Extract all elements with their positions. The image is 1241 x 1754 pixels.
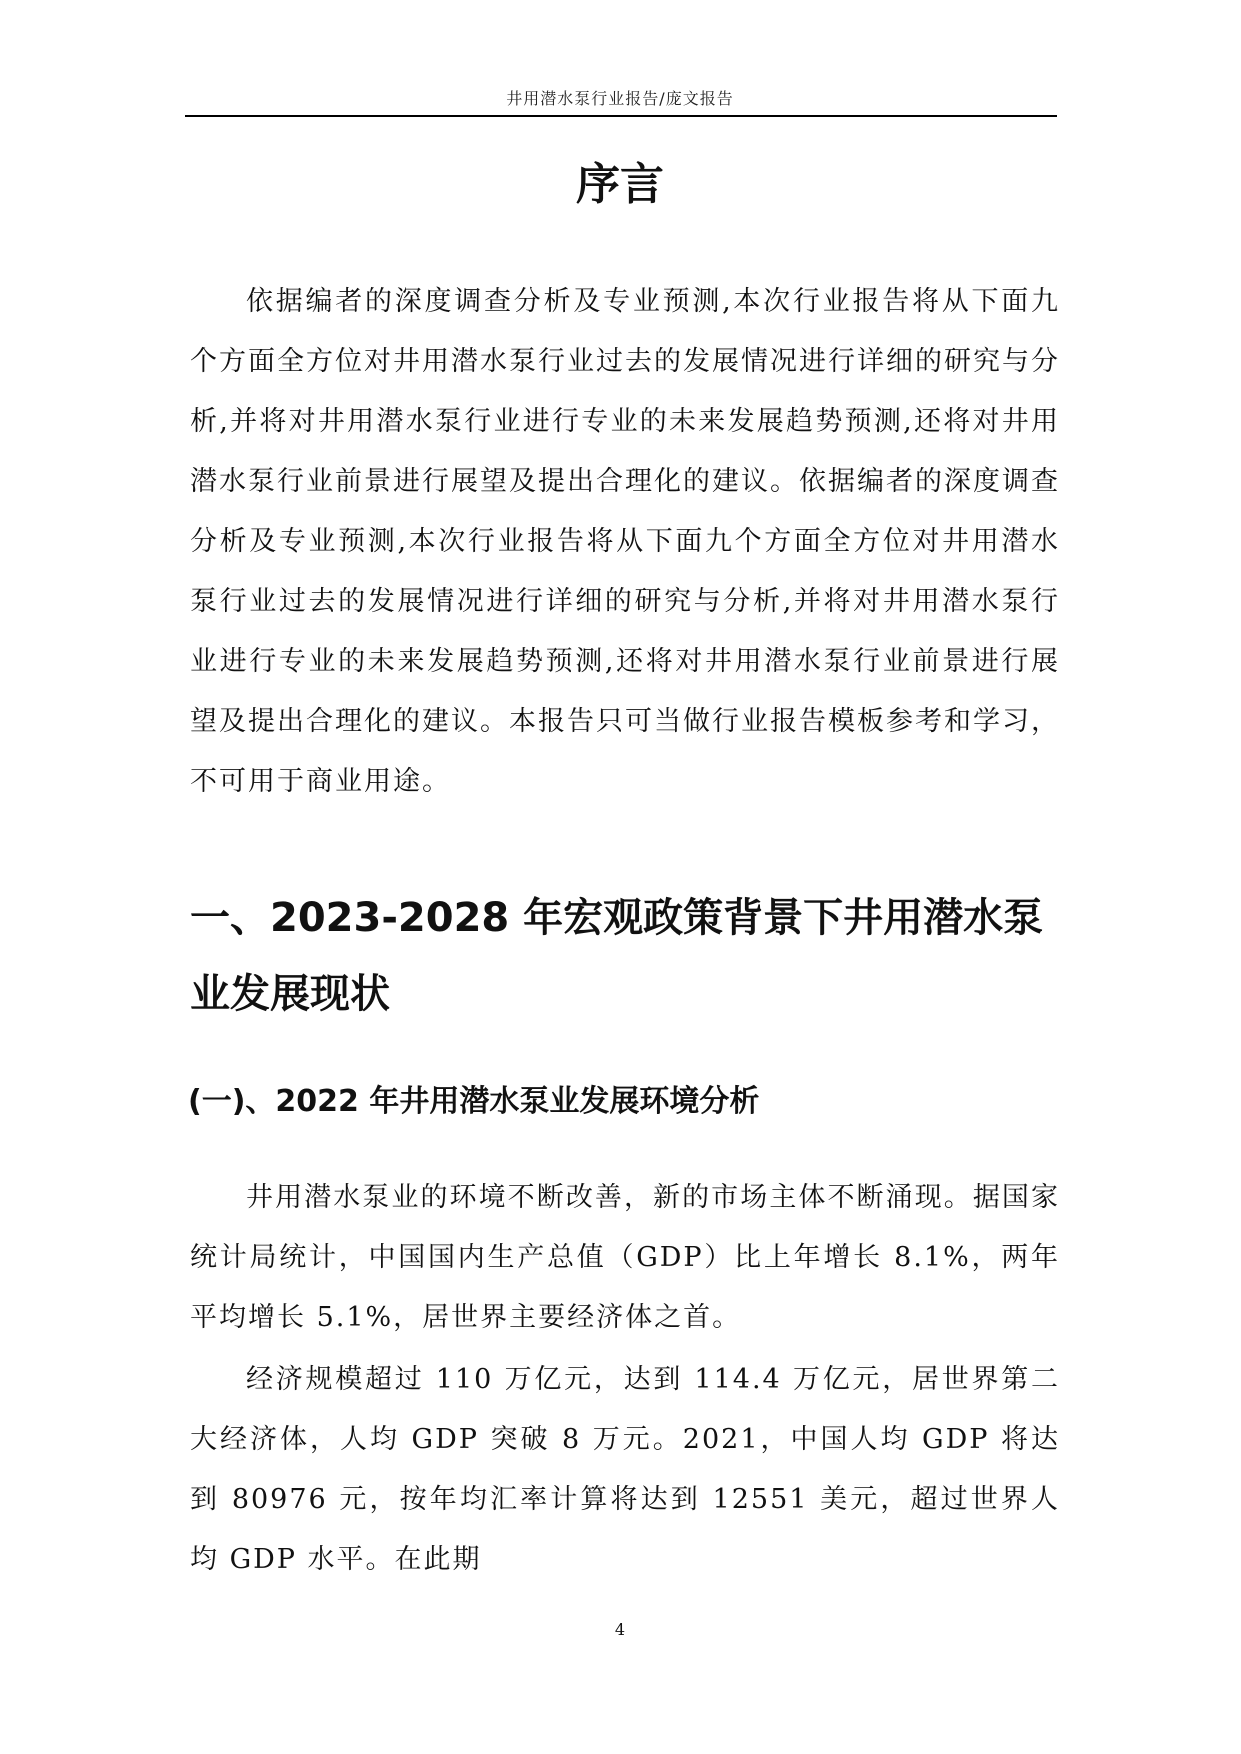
- page-number: 4: [614, 1620, 626, 1639]
- running-header: 井用潜水泵行业报告/庞文报告: [506, 89, 734, 108]
- header-divider: [185, 115, 1057, 117]
- body-paragraph: 经济规模超过 110 万亿元，达到 114.4 万亿元，居世界第二大经济体，人均 GDP 突破 8 万元。2021，中国人均 GDP 将达到 80976 元，按年均汇率计算将达到 12551 美元，超过世界人均 GDP 水平。在此期: [190, 1364, 1060, 1575]
- intro-paragraph: 依据编者的深度调查分析及专业预测,本次行业报告将从下面九个方面全方位对井用潜水泵行业过去的发展情况进行详细的研究与分析,并将对井用潜水泵行业进行专业的未来发展趋势预测,还将对井用潜水泵行业前景进行展望及提出合理化的建议。依据编者的深度调查分析及专业预测,本次行业报告将从下面九个方面全方位对井用潜水泵行业过去的发展情况进行详细的研究与分析,并将对井用潜水泵行业进行专业的未来发展趋势预测,还将对井用潜水泵行业前景进行展望及提出合理化的建议。本报告只可当做行业报告模板参考和学习，不可用于商业用途。: [190, 286, 1060, 797]
- page-title: 序言: [576, 159, 664, 210]
- section-heading: 一、2023-2028 年宏观政策背景下井用潜水泵业发展现状: [190, 895, 1044, 1017]
- body-paragraph: 井用潜水泵业的环境不断改善，新的市场主体不断涌现。据国家统计局统计，中国国内生产总值（GDP）比上年增长 8.1%，两年平均增长 5.1%，居世界主要经济体之首。: [190, 1182, 1060, 1333]
- subsection-heading: (一)、2022 年井用潜水泵业发展环境分析: [188, 1084, 760, 1119]
